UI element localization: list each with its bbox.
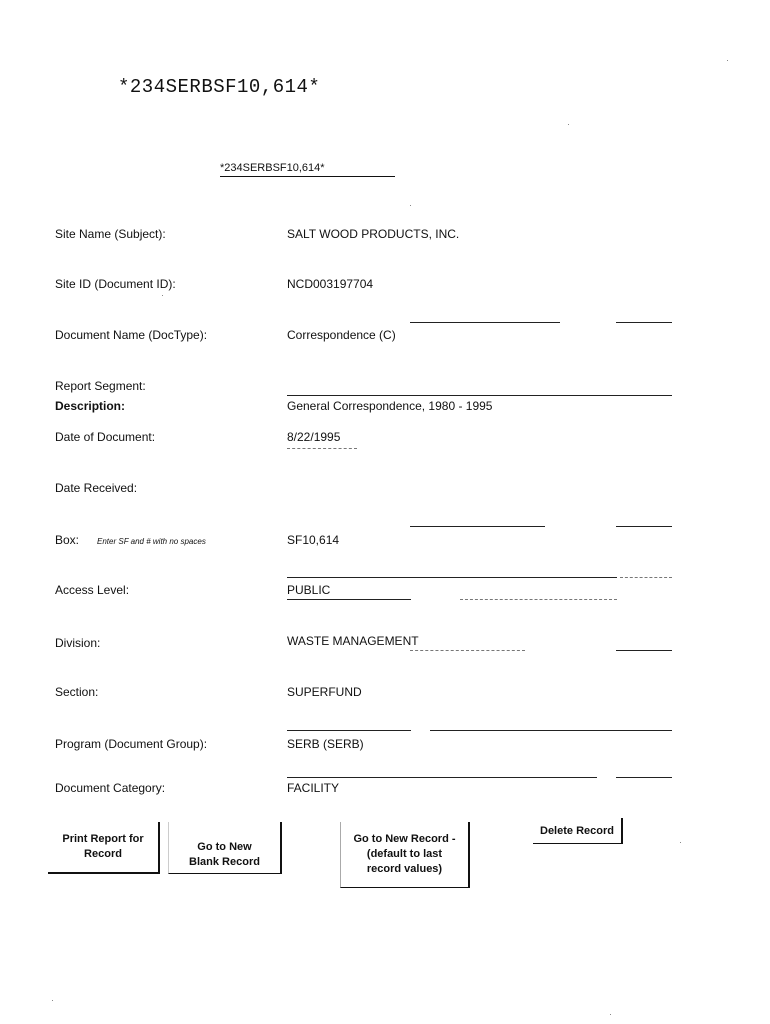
barcode-header: *234SERBSF10,614* <box>118 76 321 98</box>
barcode-caption: *234SERBSF10,614* <box>220 162 395 177</box>
field-rule <box>616 650 672 651</box>
report-segment-label: Report Segment: <box>55 379 146 393</box>
field-rule <box>620 577 672 578</box>
division-label: Division: <box>55 636 101 650</box>
box-value[interactable]: SF10,614 <box>287 533 340 547</box>
field-rule <box>287 577 617 578</box>
description-value[interactable]: General Correspondence, 1980 - 1995 <box>287 399 493 413</box>
field-rule <box>287 777 597 778</box>
document-category-value[interactable]: FACILITY <box>287 781 340 795</box>
document-category-label: Document Category: <box>55 781 166 795</box>
print-report-button[interactable] <box>48 822 160 874</box>
program-label: Program (Document Group): <box>55 737 208 751</box>
field-rule <box>410 650 525 651</box>
site-id-label: Site ID (Document ID): <box>55 277 176 291</box>
document-name-label: Document Name (DocType): <box>55 328 208 342</box>
scan-speck <box>568 124 569 125</box>
print-report-label-line1: Print Report for <box>62 833 144 845</box>
scan-speck <box>52 1000 53 1001</box>
field-rule <box>430 730 672 731</box>
date-of-document-value[interactable]: 8/22/1995 <box>287 430 341 444</box>
field-rule <box>287 599 411 600</box>
section-value[interactable]: SUPERFUND <box>287 685 362 699</box>
new-blank-record-label-line1: Go to New <box>197 841 252 853</box>
box-hint: Enter SF and # with no spaces <box>97 537 206 546</box>
scan-speck <box>610 1014 611 1015</box>
site-name-label: Site Name (Subject): <box>55 227 166 241</box>
new-blank-record-button[interactable] <box>168 822 282 874</box>
field-rule <box>410 322 560 323</box>
new-blank-record-label-line2: Blank Record <box>189 856 260 868</box>
access-level-value[interactable]: PUBLIC <box>287 583 331 597</box>
site-id-value[interactable]: NCD003197704 <box>287 277 374 291</box>
new-record-default-label-line3: record values) <box>366 863 443 875</box>
division-value[interactable]: WASTE MANAGEMENT <box>287 634 419 648</box>
box-label-group <box>55 533 206 547</box>
field-rule <box>460 599 617 600</box>
print-report-label-line2: Record <box>84 848 122 860</box>
document-name-value[interactable]: Correspondence (C) <box>287 328 396 342</box>
date-received-label: Date Received: <box>55 481 138 495</box>
new-record-default-label-line1: Go to New Record - <box>353 833 456 845</box>
field-rule <box>616 322 672 323</box>
scan-speck <box>727 60 728 61</box>
section-label: Section: <box>55 685 99 699</box>
new-record-default-label-line2: (default to last <box>366 848 443 860</box>
scan-speck <box>162 295 163 296</box>
scan-speck <box>680 842 681 843</box>
description-label: Description: <box>55 399 126 413</box>
scan-speck <box>410 205 411 206</box>
delete-record-button[interactable]: Delete Record <box>533 818 623 844</box>
date-of-document-label: Date of Document: <box>55 430 156 444</box>
field-rule <box>287 448 357 449</box>
report-segment-rule <box>287 395 672 396</box>
site-name-value[interactable]: SALT WOOD PRODUCTS, INC. <box>287 227 460 241</box>
field-rule <box>287 730 411 731</box>
field-rule <box>616 777 672 778</box>
new-record-default-button[interactable] <box>340 822 470 888</box>
program-value[interactable]: SERB (SERB) <box>287 737 364 751</box>
field-rule <box>410 526 545 527</box>
box-label: Box: <box>55 533 80 547</box>
access-level-label: Access Level: <box>55 583 130 597</box>
field-rule <box>616 526 672 527</box>
